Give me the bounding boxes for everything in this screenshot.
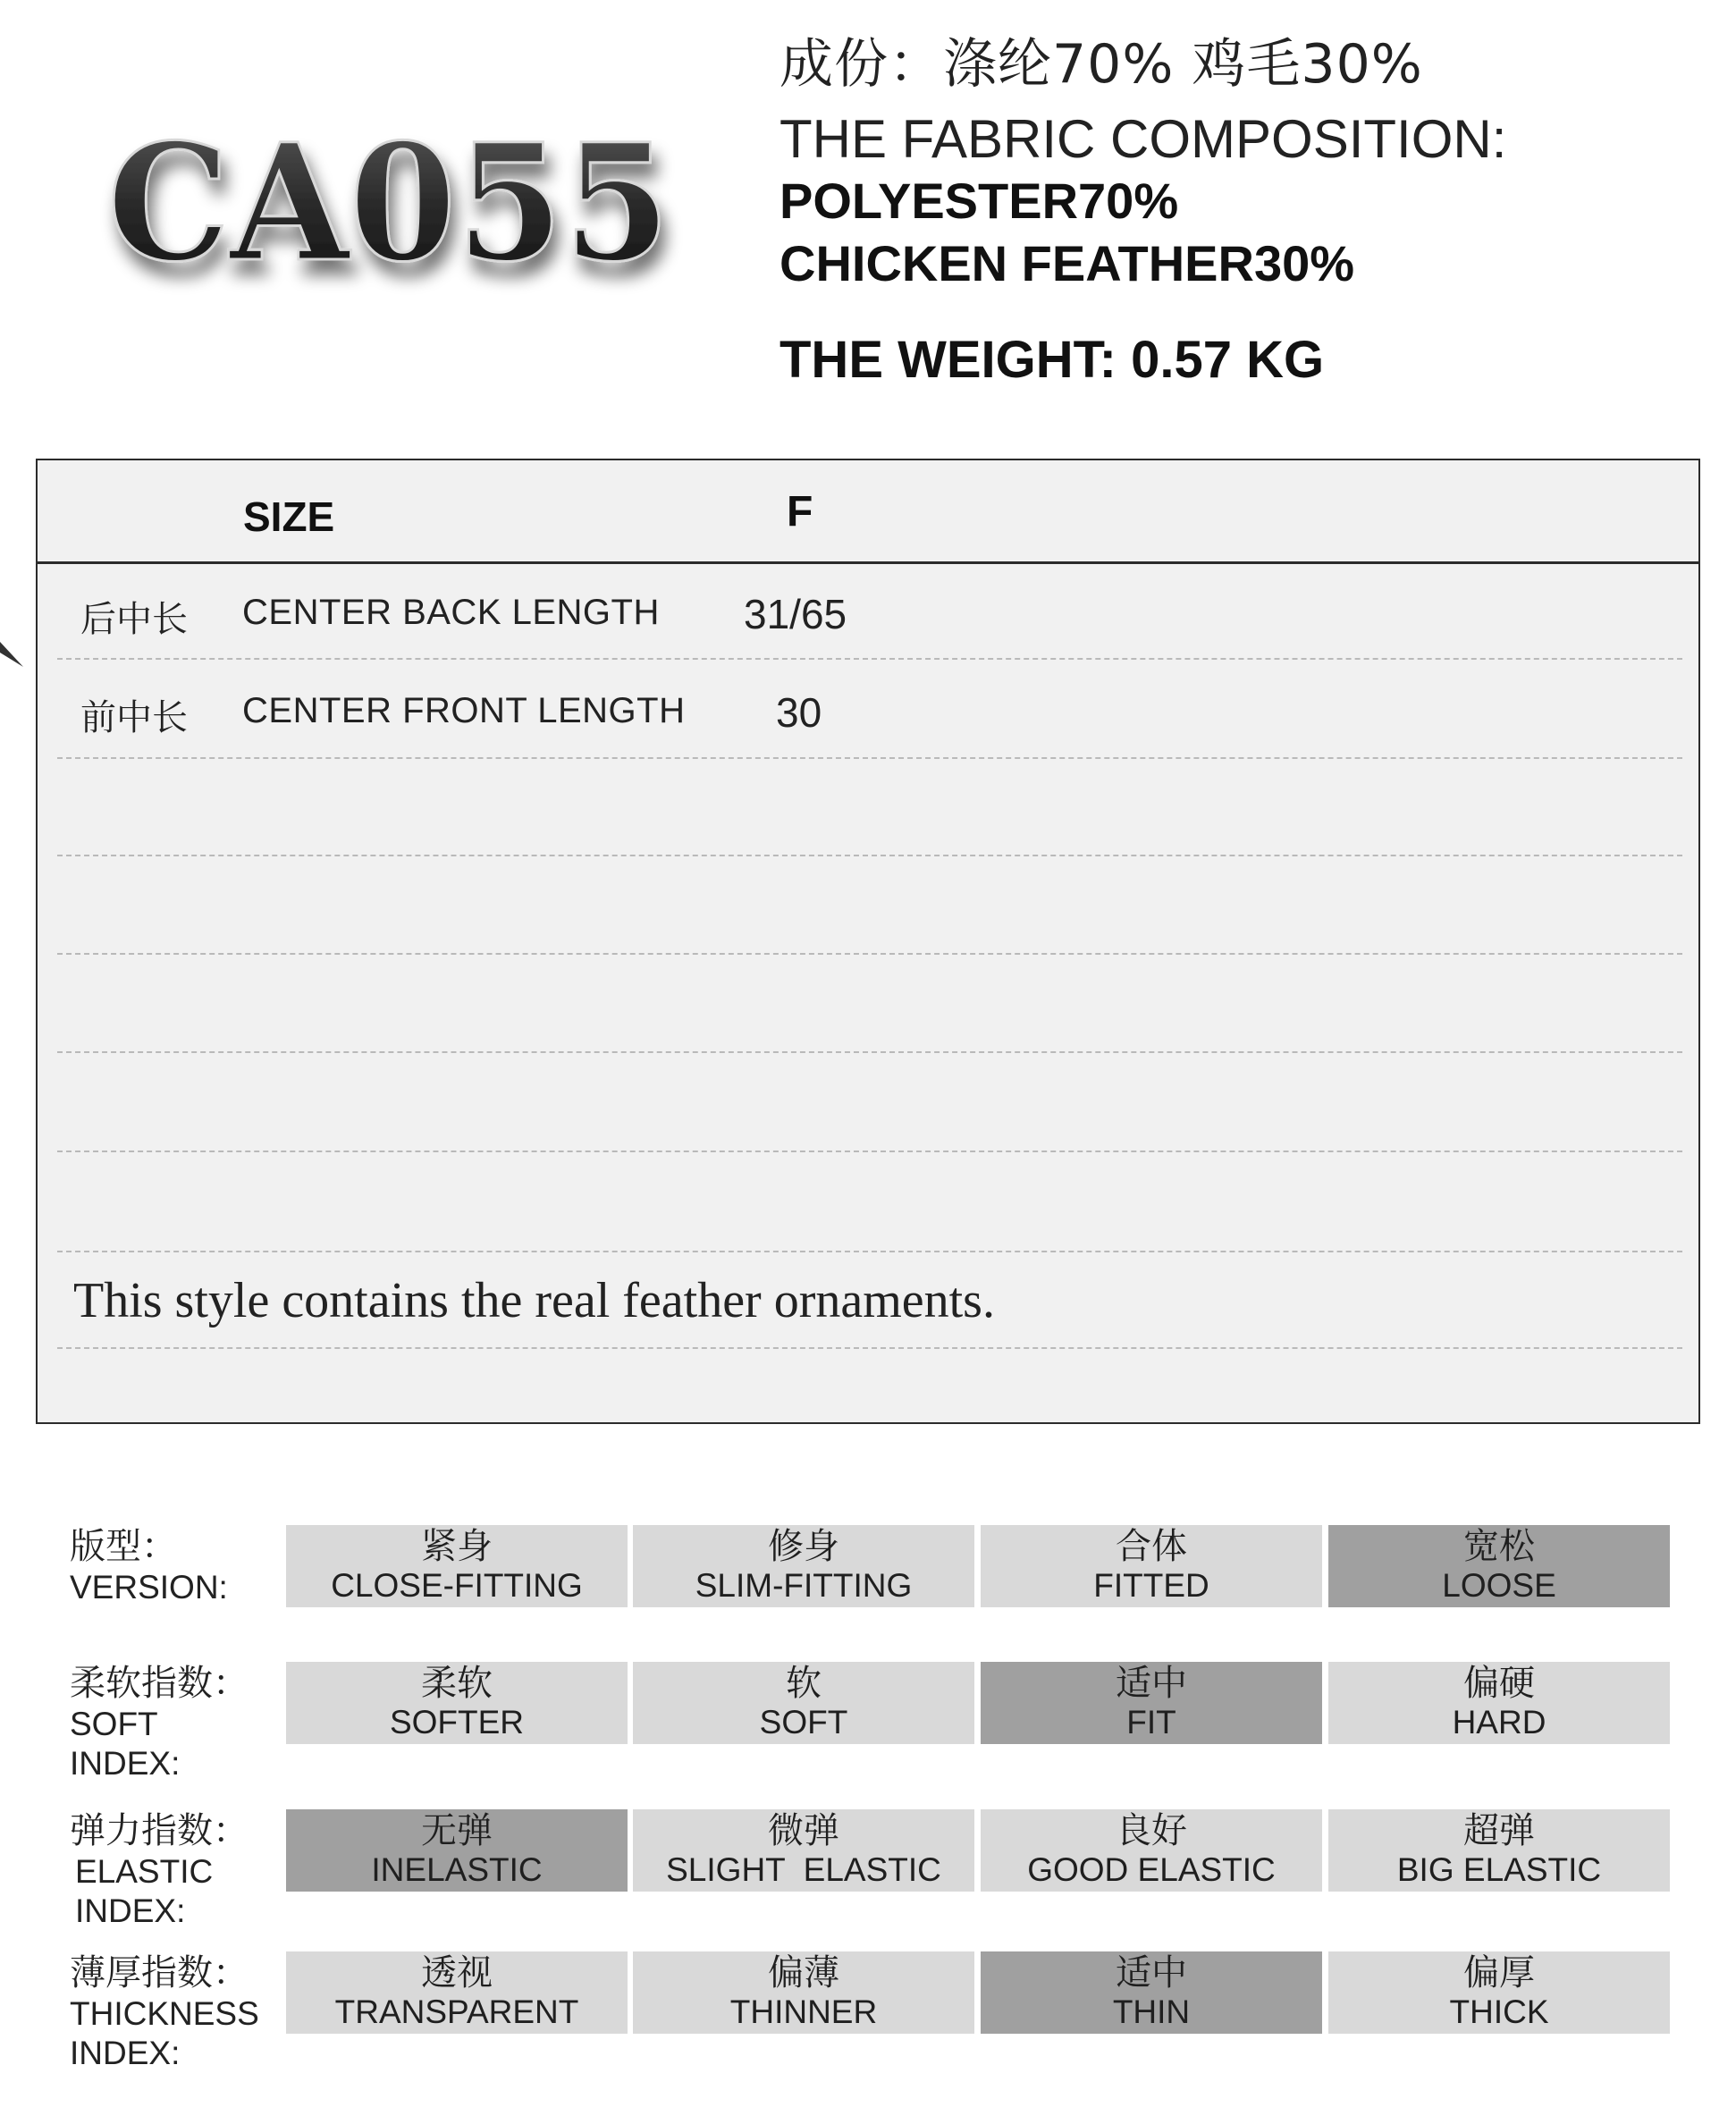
option-en: SOFTER [389,1704,525,1740]
row-en-back-length: CENTER BACK LENGTH [242,593,660,632]
option-en: FIT [1126,1704,1176,1740]
index-label-en: SOFT INDEX: [70,1706,181,1782]
option-cn: 无弹 [421,1810,493,1851]
option-cn: 偏厚 [1463,1952,1535,1993]
option-cn: 良好 [1116,1810,1187,1851]
composition-feather: CHICKEN FEATHER30% [780,235,1355,291]
index-option [1328,1525,1670,1607]
index-option [633,1525,974,1607]
index-option [981,1525,1322,1607]
composition-polyester: POLYESTER70% [780,173,1179,229]
size-table [36,459,1700,1424]
option-cn: 紧身 [421,1526,493,1567]
option-en: BIG ELASTIC [1396,1851,1602,1888]
row-divider [57,658,1682,660]
option-cn: 超弹 [1463,1810,1535,1851]
row-cn-back-length: 后中长 [80,599,188,640]
option-en: GOOD ELASTIC [1027,1851,1276,1888]
row-cn-front-length: 前中长 [80,697,188,738]
index-label-en: ELASTIC INDEX: [75,1853,214,1929]
index-option [633,1809,974,1892]
index-option [633,1951,974,2034]
option-en: THINNER [729,1993,878,2030]
row-divider [57,953,1682,955]
index-option [633,1662,974,1744]
row-divider [57,855,1682,856]
option-en: CLOSE-FITTING [331,1567,583,1604]
edge-mark [0,626,27,679]
row-divider [57,757,1682,759]
option-cn: 柔软 [421,1663,493,1704]
option-en: LOOSE [1442,1567,1556,1604]
size-label: SIZE [243,493,335,540]
index-label-cn: 弹力指数： [70,1810,249,1851]
index-label-en: VERSION: [70,1569,228,1606]
option-en: THIN [1112,1993,1191,2030]
option-en: INELASTIC [371,1851,543,1888]
index-option [981,1809,1322,1892]
index-label-cn: 柔软指数： [70,1663,249,1704]
index-label-version [70,1525,275,1607]
index-label-elastic [70,1809,275,1931]
composition-cn: 成份：涤纶70% 鸡毛30% [780,33,1423,96]
index-option [286,1662,628,1744]
option-en: THICK [1449,1993,1549,2030]
index-option [286,1809,628,1892]
index-label-cn: 版型： [70,1526,177,1567]
index-label-thickness [70,1951,275,2073]
index-option [286,1951,628,2034]
option-en: FITTED [1093,1567,1209,1604]
composition-title: THE FABRIC COMPOSITION: [780,109,1507,169]
row-divider [57,1051,1682,1053]
brand-logo [98,98,688,322]
index-option [1328,1662,1670,1744]
index-label-soft [70,1662,275,1783]
row-divider [57,1150,1682,1152]
option-cn: 适中 [1116,1663,1187,1704]
option-en: SLIM-FITTING [695,1567,913,1604]
row-divider [57,1251,1682,1252]
index-option [286,1525,628,1607]
size-table-header [38,460,1698,564]
index-option [981,1662,1322,1744]
index-label-cn: 薄厚指数： [70,1952,249,1993]
option-cn: 微弹 [768,1810,839,1851]
logo-text: CA055 [107,109,670,298]
option-en: SOFT [759,1704,848,1740]
row-value-front-length: 30 [776,689,822,736]
fabric-info [780,32,1709,392]
option-cn: 适中 [1116,1952,1187,1993]
option-cn: 修身 [768,1526,839,1567]
index-option [1328,1809,1670,1892]
weight-text: THE WEIGHT: 0.57 KG [780,331,1325,389]
option-cn: 偏薄 [768,1952,839,1993]
option-cn: 合体 [1116,1526,1187,1567]
option-cn: 偏硬 [1463,1663,1535,1704]
row-en-front-length: CENTER FRONT LENGTH [242,691,686,730]
option-cn: 宽松 [1463,1526,1535,1567]
index-label-en: THICKNESS INDEX: [70,1995,259,2071]
index-option [981,1951,1322,2034]
option-en: SLIGHT ELASTIC [666,1851,941,1888]
index-option [1328,1951,1670,2034]
option-en: TRANSPARENT [334,1993,579,2030]
feather-note: This style contains the real feather ornaments. [73,1273,995,1328]
row-divider [57,1347,1682,1349]
size-value: F [787,488,813,535]
option-cn: 软 [786,1663,822,1704]
row-value-back-length: 31/65 [744,591,847,637]
option-en: HARD [1452,1704,1546,1740]
logo-graphic [98,98,688,322]
option-cn: 透视 [421,1952,493,1993]
